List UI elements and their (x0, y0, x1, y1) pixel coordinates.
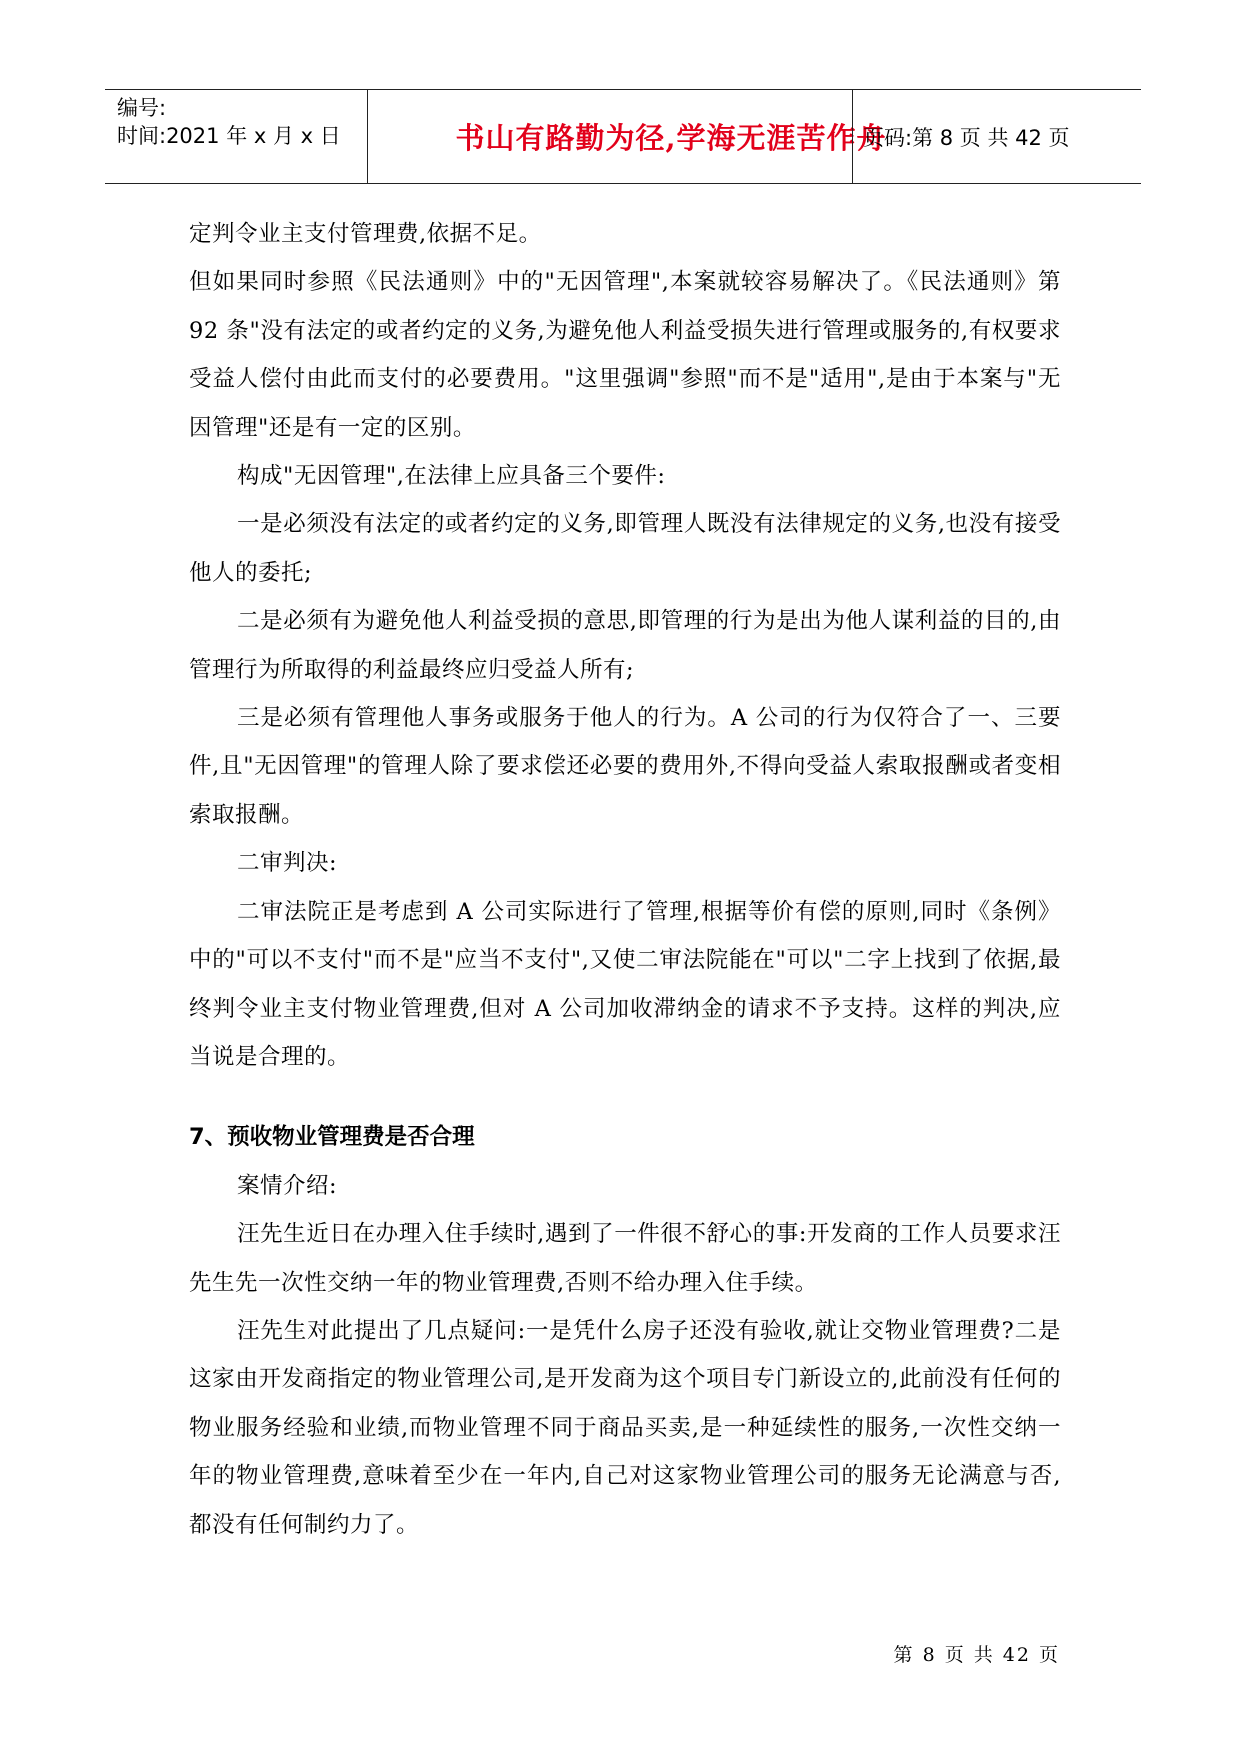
page-footer: 第 8 页 共 42 页 (893, 1644, 1060, 1666)
header-meta (117, 94, 367, 150)
paragraph: 二审法院正是考虑到 A 公司实际进行了管理,根据等价有偿的原则,同时《条例》中的"可以不支付"而不是"应当不支付",又使二审法院能在"可以"二字上找到了依据,最终判令业主支付物业管理费,但对 A 公司加收滞纳金的请求不予支持。这样的判决,应当说是合理的。 (189, 898, 1061, 1070)
paragraph: 定判令业主支付管理费,依据不足。 (189, 221, 542, 247)
paragraph: 汪先生对此提出了几点疑问:一是凭什么房子还没有验收,就让交物业管理费?二是这家由开发商指定的物业管理公司,是开发商为这个项目专门新设立的,此前没有任何的物业服务经验和业绩,而物业管理不同于商品买卖,是一种延续性的服务,一次性交纳一年的物业管理费,意味着至少在一年内,自己对这家物业管理公司的服务无论满意与否,都没有任何制约力了。 (189, 1317, 1061, 1538)
number-label: 编号: (117, 96, 167, 120)
paragraph: 汪先生近日在办理入住手续时,遇到了一件很不舒心的事:开发商的工作人员要求汪先生先一次性交纳一年的物业管理费,否则不给办理入住手续。 (189, 1221, 1061, 1296)
paragraph: 三是必须有管理他人事务或服务于他人的行为。A 公司的行为仅符合了一、三要件,且"无因管理"的管理人除了要求偿还必要的费用外,不得向受益人索取报酬或者变相索取报酬。 (189, 705, 1061, 828)
time-label: 时间:2021 年 x 月 x 日 (117, 124, 341, 148)
paragraph: 构成"无因管理",在法律上应具备三个要件: (237, 463, 666, 490)
document-body (189, 210, 1061, 1549)
header-motto: 书山有路勤为径,学海无涯苦作舟 (455, 121, 887, 155)
paragraph: 二审判决: (237, 850, 338, 877)
header-divider (367, 90, 368, 183)
header-page-info: 页码:第 8 页 共 42 页 (863, 125, 1070, 150)
page-header (105, 89, 1141, 184)
header-divider (852, 90, 853, 183)
paragraph: 一是必须没有法定的或者约定的义务,即管理人既没有法律规定的义务,也没有接受他人的委托; (189, 511, 1061, 586)
paragraph: 二是必须有为避免他人利益受损的意思,即管理的行为是出为他人谋利益的目的,由管理行为所取得的利益最终应归受益人所有; (189, 608, 1061, 683)
paragraph: 但如果同时参照《民法通则》中的"无因管理",本案就较容易解决了。《民法通则》第 92 条"没有法定的或者约定的义务,为避免他人利益受损失进行管理或服务的,有权要求受益人偿付由此而支付的必要费用。"这里强调"参照"而不是"适用",是由于本案与"无因管理"还是有一定的区别。 (189, 269, 1061, 441)
paragraph: 案情介绍: (237, 1172, 338, 1199)
section-heading: 7、预收物业管理费是否合理 (189, 1124, 475, 1151)
